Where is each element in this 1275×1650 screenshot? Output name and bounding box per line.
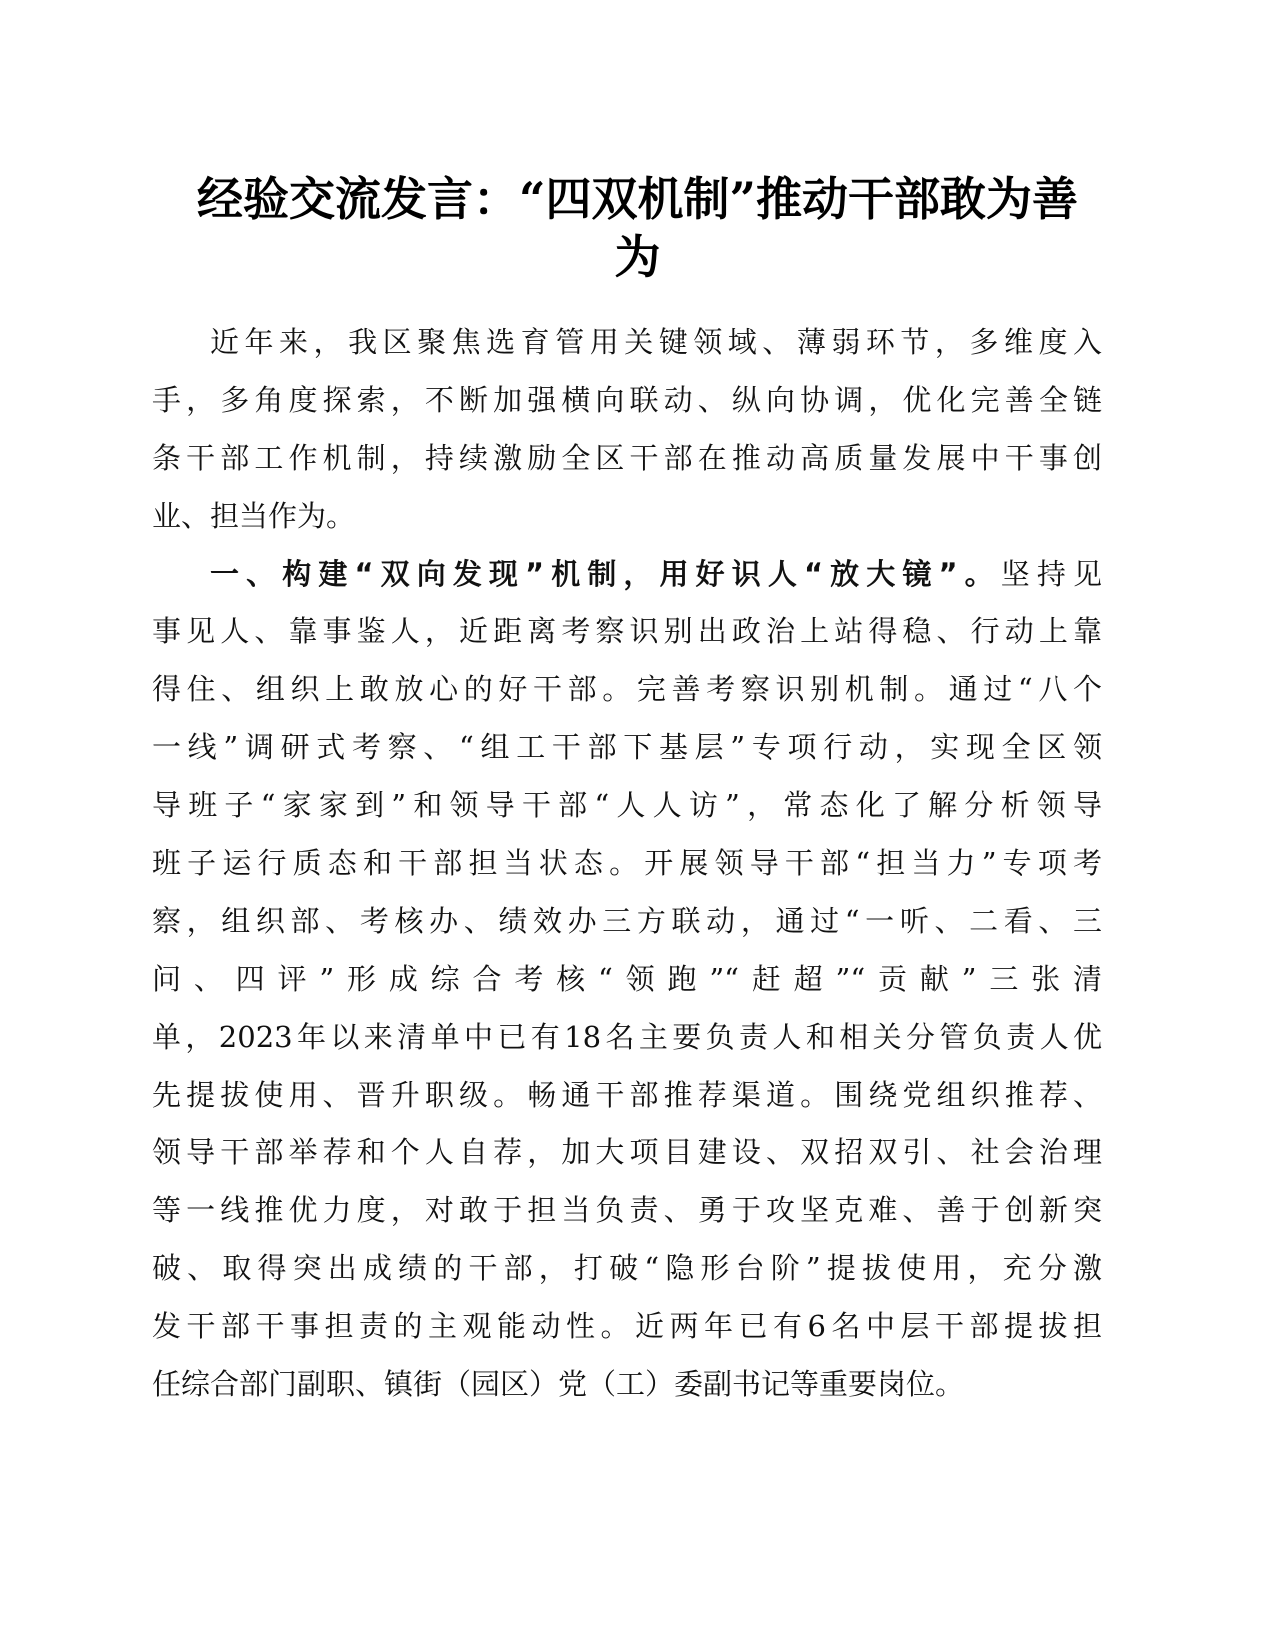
paragraph-2-line: 破、取得突出成绩的干部，打破“隐形台阶”提拔使用，充分激: [152, 1251, 1102, 1286]
paragraph-2-line: 等一线推优力度，对敢于担当负责、勇于攻坚克难、善于创新突: [152, 1193, 1102, 1228]
section-1-heading: 一、构建“双向发现”机制，用好识人“放大镜”。: [210, 556, 1001, 591]
paragraph-2-line: 单，2023年以来清单中已有18名主要负责人和相关分管负责人优: [152, 1019, 1102, 1054]
paragraph-2-line: 任综合部门副职、镇街（园区）党（工）委副书记等重要岗位。: [152, 1367, 965, 1402]
paragraph-2-line: 领导干部举荐和个人自荐，加大项目建设、双招双引、社会治理: [152, 1135, 1102, 1170]
paragraph-1-line: 条干部工作机制，持续激励全区干部在推动高质量发展中干事创: [152, 440, 1102, 475]
paragraph-1-line: 业、担当作为。: [152, 498, 356, 533]
paragraph-2-line: 问、四评”形成综合考核“领跑”“赶超”“贡献”三张清: [152, 961, 1102, 996]
paragraph-1-line: 近年来，我区聚焦选育管用关键领域、薄弱环节，多维度入: [210, 325, 1102, 359]
paragraph-2-line: 一线”调研式考察、“组工干部下基层”专项行动，实现全区领: [152, 730, 1102, 765]
paragraph-2-line: 察，组织部、考核办、绩效办三方联动，通过“一听、二看、三: [152, 903, 1102, 938]
document-title: [150, 170, 1125, 286]
document-body: [152, 314, 1102, 1414]
paragraph-2-line: 事见人、靠事鉴人，近距离考察识别出政治上站得稳、行动上靠: [152, 614, 1102, 649]
paragraph-2-lead: 坚持见: [1000, 556, 1102, 591]
paragraph-2-line: 先提拔使用、晋升职级。畅通干部推荐渠道。围绕党组织推荐、: [152, 1077, 1102, 1112]
paragraph-2-line: 班子运行质态和干部担当状态。开展领导干部“担当力”专项考: [152, 846, 1102, 881]
title-line-1: 经验交流发言：“四双机制”推动干部敢为善: [197, 172, 1078, 226]
paragraph-2-line: 导班子“家家到”和领导干部“人人访”，常态化了解分析领导: [152, 788, 1102, 823]
title-line-2: 为: [614, 230, 661, 284]
paragraph-2-line: 发干部干事担责的主观能动性。近两年已有6名中层干部提拔担: [152, 1309, 1102, 1344]
paragraph-2-line: 得住、组织上敢放心的好干部。完善考察识别机制。通过“八个: [152, 672, 1102, 707]
paragraph-2-first-line: [152, 546, 1102, 604]
paragraph-1-line: 手，多角度探索，不断加强横向联动、纵向协调，优化完善全链: [152, 382, 1102, 417]
